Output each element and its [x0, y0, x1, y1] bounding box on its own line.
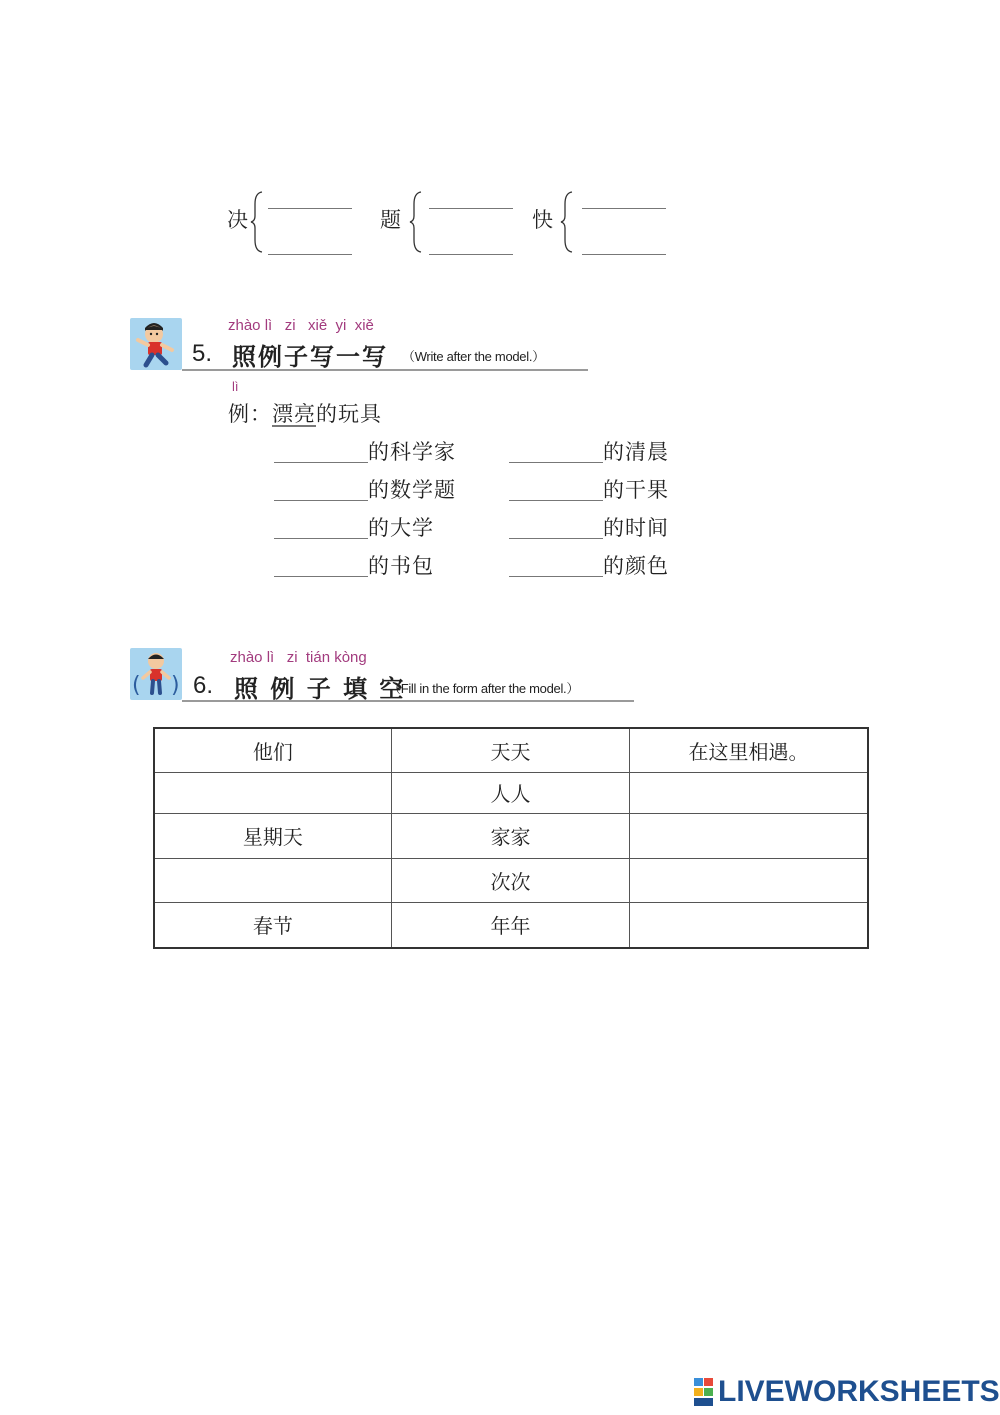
phrase-input-left-1[interactable] — [274, 438, 368, 463]
table-row — [154, 772, 868, 813]
table-row — [154, 902, 868, 948]
phrase-left-1: 的科学家 — [368, 440, 456, 464]
section-5-number: 5. — [192, 340, 213, 367]
section-6-divider — [182, 700, 634, 702]
phrase-left-2: 的数学题 — [368, 478, 456, 502]
brace-answer-1b[interactable] — [268, 230, 352, 255]
phrase-input-right-2[interactable] — [509, 476, 603, 501]
phrase-left-4: 的书包 — [368, 554, 434, 578]
svg-text:): ) — [171, 673, 180, 698]
table-cell-blank[interactable] — [630, 858, 868, 902]
example-pinyin: lì — [232, 379, 239, 394]
table-cell-blank[interactable] — [154, 772, 391, 813]
brace-answer-3a[interactable] — [582, 184, 666, 209]
section-5-pinyin: zhào lì zi xiě yi xiě — [228, 317, 374, 334]
liveworksheets-logo[interactable] — [694, 1374, 1000, 1410]
brace-icon — [409, 190, 423, 254]
phrase-right-4: 的颜色 — [603, 554, 669, 578]
example-rest: 的玩具 — [316, 402, 382, 426]
phrase-input-right-1[interactable] — [509, 438, 603, 463]
table-row — [154, 813, 868, 858]
table-cell-blank[interactable] — [630, 902, 868, 948]
phrase-input-right-3[interactable] — [509, 514, 603, 539]
table-cell-blank[interactable] — [154, 858, 391, 902]
table-cell: 人人 — [391, 772, 629, 813]
table-cell: 春节 — [154, 902, 391, 948]
section-6-pinyin: zhào lì zi tián kòng — [230, 649, 367, 666]
table-cell-blank[interactable] — [630, 772, 868, 813]
brace-icon — [250, 190, 264, 254]
live-badge-icon — [694, 1378, 714, 1406]
phrase-right-2: 的干果 — [603, 478, 669, 502]
brace-char-2: 题 — [380, 208, 402, 232]
phrase-input-left-3[interactable] — [274, 514, 368, 539]
brace-char-1: 决 — [227, 208, 249, 232]
brace-char-3: 快 — [532, 208, 554, 232]
phrase-input-left-2[interactable] — [274, 476, 368, 501]
boy-running-icon — [130, 318, 182, 370]
table-row — [154, 728, 868, 772]
logo-text: LIVEWORKSHEETS — [718, 1375, 1000, 1408]
phrase-input-right-4[interactable] — [509, 552, 603, 577]
brace-answer-2b[interactable] — [429, 230, 513, 255]
section-6-english: （Fill in the form after the model.） — [388, 681, 580, 696]
table-row — [154, 858, 868, 902]
section-6-number: 6. — [193, 672, 214, 699]
section-5-title: 照例子写一写 — [232, 342, 388, 371]
phrase-input-left-4[interactable] — [274, 552, 368, 577]
example-underlined: 漂亮 — [272, 402, 316, 426]
boy-parentheses-icon — [130, 648, 182, 700]
phrase-right-1: 的清晨 — [603, 440, 669, 464]
table-cell: 在这里相遇。 — [630, 728, 868, 772]
brace-icon — [560, 190, 574, 254]
table-cell: 次次 — [391, 858, 629, 902]
table-cell: 星期天 — [154, 813, 391, 858]
phrase-left-3: 的大学 — [368, 516, 434, 540]
table-cell: 年年 — [391, 902, 629, 948]
table-cell-blank[interactable] — [630, 813, 868, 858]
brace-answer-3b[interactable] — [582, 230, 666, 255]
table-cell: 家家 — [391, 813, 629, 858]
section-5-divider — [182, 369, 588, 371]
example-label: 例： — [228, 402, 272, 426]
brace-answer-1a[interactable] — [268, 184, 352, 209]
table-cell: 天天 — [391, 728, 629, 772]
brace-answer-2a[interactable] — [429, 184, 513, 209]
section-5-english: （Write after the model.） — [402, 349, 545, 364]
phrase-right-3: 的时间 — [603, 516, 669, 540]
example-line — [228, 398, 382, 428]
section-6-title: 照 例 子 填 空 — [234, 674, 406, 703]
svg-text:(: ( — [132, 673, 141, 698]
fill-in-table — [153, 727, 869, 949]
table-cell: 他们 — [154, 728, 391, 772]
